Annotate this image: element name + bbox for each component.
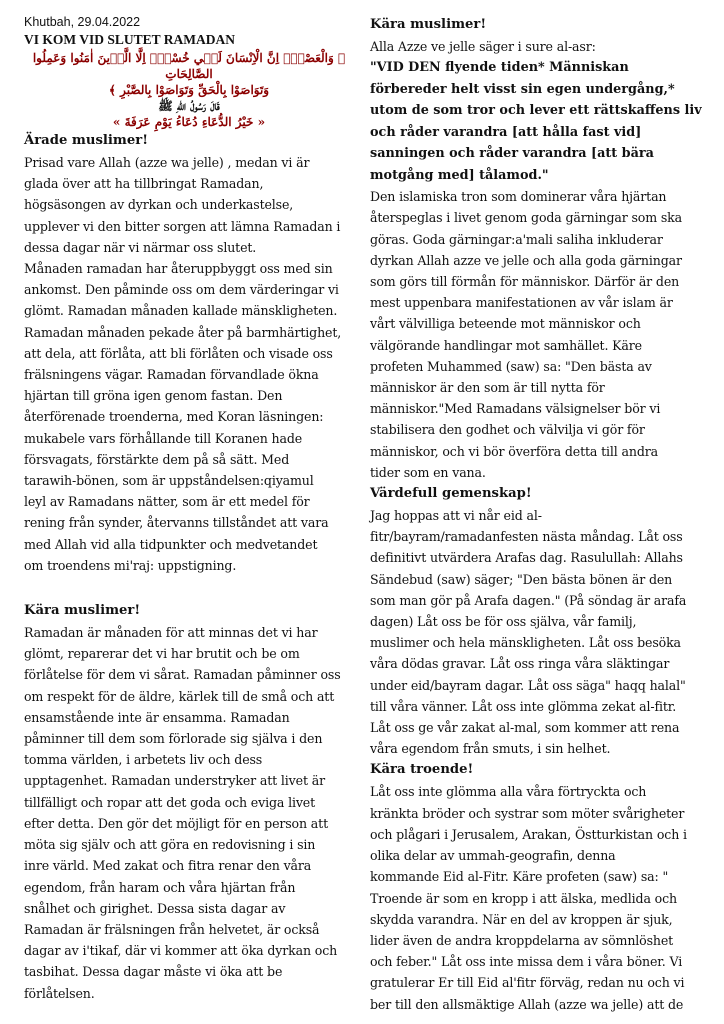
quran-quote: [370, 57, 705, 186]
text-line: dagen) Låt oss be för oss själva, vår familj,: [370, 614, 637, 630]
arabic-verse-line-1: ﴿ وَالْعَصْرِۙ اِنَّ الْاِنْسَانَ لَف۪ي خُسْرٍۙ اِلَّا الَّذ۪ينَ اٰمَنُوا وَعَمِلُوا الصَّالِحَاتِ: [32, 51, 346, 81]
khutbah-date: Khutbah, 29.04.2022: [24, 15, 141, 29]
text-line: till våra vänner. Låt oss inte glömma zekat al-fitr.: [370, 698, 677, 714]
text-line: påminner till dem som förlorade sig själva i den: [24, 731, 323, 747]
text-line: Ramadan månaden pekade åter på barmhärtighet,: [24, 324, 342, 340]
text-line: fitr/bayram/ramadanfesten nästa måndag. Låt oss: [370, 529, 683, 545]
text-line: möta sig själv och att göra en redovisning i sin: [24, 837, 316, 853]
quote-intro: Alla Azze ve jelle säger i sure al-asr:: [370, 39, 596, 54]
text-line: profeten Muhammed (saw) sa: "Den bästa av: [370, 358, 652, 374]
text-line: Låt oss ge vår zakat al-mal, som kommer att rena: [370, 720, 680, 736]
left-column: [24, 14, 354, 1004]
text-line: tarawih-bönen, som är uppståndelsen:qiyamul: [24, 473, 314, 489]
text-line: dessa dagar när vi närmar oss slutet.: [24, 239, 257, 255]
text-line: att dela, att förlåta, att bli förlåten och visade oss: [24, 345, 333, 361]
text-line: våra dödas gravar. Låt oss ringa våra släktingar: [370, 656, 670, 672]
text-line: tider som en vana.: [370, 464, 486, 480]
text-line: tillfälligt och ropar att det goda och eviga livet: [24, 794, 315, 810]
text-line: som görs till förmån för människor. Därför är den: [370, 274, 680, 290]
text-line: vårt välvilliga beteende mot människor och: [370, 316, 641, 332]
text-line: under eid/bayram dagar. Låt oss säga" haqq halal": [370, 677, 686, 693]
text-line: kränkta bröder och systrar som möter svårigheter: [370, 805, 685, 821]
text-line: lider även de andra kroppdelarna av sömnlöshet: [370, 932, 674, 948]
text-line: kommande Eid al-Fitr. Käre profeten (saw) sa: ": [370, 869, 669, 885]
text-line: ber till den allsmäktige Allah (azze wa jelle) att de: [370, 996, 684, 1012]
text-line: Ramadan är frälsningen från helvetet, är också: [24, 921, 320, 937]
text-line: dyrkan Allah azze ve jelle och alla goda gärningar: [370, 252, 682, 268]
section-heading: Kära muslimer!: [24, 603, 141, 619]
text-line: som man gör på Arafa dagen." (På söndag är arafa: [370, 592, 687, 608]
section-heading: Ärade muslimer!: [24, 133, 148, 148]
right-column: [370, 14, 705, 1015]
text-line: välgörande handlingar mot samhället. Käre: [370, 337, 642, 353]
text-line: hjärtan till gröna igen genom fastan. Den: [24, 388, 283, 404]
text-line: Ramadan är månaden för att minnas det vi har: [24, 625, 318, 641]
text-line: tasbihat. Dessa dagar måste vi öka att be: [24, 964, 283, 980]
text-line: människor."Med Ramadans välsignelser bör vi: [370, 401, 661, 417]
text-line: olika delar av ummah-geografin, denna: [370, 848, 616, 864]
text-line: och feber." Låt oss inte missa dem i våra böner. Vi: [370, 954, 683, 970]
text-line: Troende är som en kropp i att älska, medlida och: [370, 890, 677, 906]
text-line: frälsningens vägar. Ramadan förvandlade ökna: [24, 367, 319, 383]
paragraph-right-1: [370, 186, 705, 483]
text-line: efter detta. Den gör det möjligt för en person att: [24, 815, 328, 831]
text-line: återspeglas i livet genom goda gärningar som ska: [370, 210, 682, 226]
text-line: muslimer och hela mänskligheten. Låt oss besöka: [370, 635, 681, 651]
text-line: Sändebud (saw) säger; "Den bästa bönen är den: [370, 571, 673, 587]
text-line: om troendens mi'raj: uppstigning.: [24, 557, 237, 573]
section-heading: Värdefull gemenskap!: [370, 486, 532, 502]
text-line: och råder varandra [att hålla fast vid]: [370, 124, 642, 140]
text-line: dagar av i'tikaf, där vi kommer att öka dyrkan och: [24, 943, 338, 959]
text-line: gratulerar Er till Eid al'fitr förväg, redan nu och vi: [370, 975, 685, 991]
text-line: ankomst. Den påminde oss om dem värderingar vi: [24, 282, 339, 298]
text-line: våra egendom från smuts, i sin helhet.: [370, 741, 611, 757]
arabic-verse-line-2: وَتَوَاصَوْا بِالْحَقِّ وَتَوَاصَوْا بِالصَّبْرِ ﴾: [108, 83, 270, 97]
text-line: återförenade troenderna, med Koran läsningen:: [24, 409, 324, 425]
text-line: mukabele vars förhållande till Koranen hade: [24, 430, 303, 446]
text-line: leyl av Ramadans nätter, som är ett medel för: [24, 494, 310, 510]
text-line: göras. Goda gärningar:a'mali saliha inkluderar: [370, 231, 663, 247]
text-line: ensamstående inte är ensamma. Ramadan: [24, 709, 290, 725]
paragraph-right-2: [370, 505, 705, 759]
text-line: egendom, från haram och våra hjärtan från: [24, 879, 296, 895]
page-title: VI KOM VID SLUTET RAMADAN: [24, 32, 236, 47]
text-line: om respekt för de äldre, kärlek till de små och att: [24, 688, 335, 704]
text-line: upplever vi den bitter sorgen att lämna Ramadan i: [24, 218, 341, 234]
text-line: glömt, reparerar det vi har brutit och be om: [24, 646, 300, 662]
text-line: stabilisera den godhet och välvilja vi gör för: [370, 422, 645, 438]
text-line: glömt. Ramadan månaden kallade mänskligheten.: [24, 303, 338, 319]
text-line: Låt oss inte glömma alla våra förtryckta och: [370, 784, 647, 800]
text-line: tomma världen, i arbetets liv och dess: [24, 752, 263, 768]
text-line: rening från synder, återvanns tillståndet att vara: [24, 515, 329, 531]
text-line: människor, och vi bör överföra detta till andra: [370, 443, 658, 459]
paragraph-left-2: [24, 622, 354, 1004]
section-heading: Kära troende!: [370, 762, 474, 778]
text-line: utom de som tror och lever ett rättskaffens liv: [370, 103, 702, 119]
text-line: människor är den som är till nytta för: [370, 380, 605, 396]
text-line: skydda varandra. När en del av kroppen är sjuk,: [370, 911, 673, 927]
text-line: och plågari i Jerusalem, Arakan, Östturkistan och i: [370, 826, 687, 842]
text-line: definitivt utvärdera Arafas dag. Rasulullah: Allahs: [370, 550, 683, 566]
text-line: Månaden ramadan har återuppbyggt oss med sin: [24, 261, 333, 277]
text-line: högsäsongen av dyrkan och underkastelse,: [24, 197, 294, 213]
arabic-hadith-intro: قَالَ رَسُولُ اللّٰهِ ﷺ: [158, 99, 220, 113]
text-line: "VID DEN flyende tiden* Människan: [370, 60, 629, 76]
text-line: sanningen och råder varandra [att bära: [370, 146, 654, 162]
text-line: förlåtelsen.: [24, 985, 95, 1001]
paragraph-left-1: [24, 152, 354, 576]
text-line: Den islamiska tron som dominerar våra hjärtan: [370, 189, 667, 205]
text-line: Jag hoppas att vi når eid al-: [370, 508, 542, 524]
text-line: inre värld. Med zakat och fitra renar den våra: [24, 858, 312, 874]
text-line: med Allah vid alla tidpunkter och medvetandet: [24, 536, 318, 552]
section-heading: Kära muslimer!: [370, 17, 487, 32]
text-line: förbereder helt visst sin egen undergång,*: [370, 81, 675, 97]
text-line: upptagenhet. Ramadan understryker att livet är: [24, 773, 325, 789]
text-line: snålhet och girighet. Dessa sista dagar av: [24, 900, 286, 916]
text-line: förlåtelse för dem vi sårat. Ramadan påminner oss: [24, 667, 341, 683]
text-line: försvagats, förstärkte dem på så sätt. Med: [24, 451, 290, 467]
arabic-hadith: « خَيْرُ الدُّعَاءِ دُعَاءُ يَوْمِ عَرَفَةَ »: [112, 115, 266, 129]
text-line: motgång med] tålamod.": [370, 167, 549, 183]
text-line: glada över att ha tillbringat Ramadan,: [24, 176, 264, 192]
text-line: mest uppenbara manifestationen av vår islam är: [370, 295, 673, 311]
text-line: Prisad vare Allah (azze wa jelle) , medan vi är: [24, 155, 310, 170]
paragraph-right-3: [370, 781, 705, 1014]
